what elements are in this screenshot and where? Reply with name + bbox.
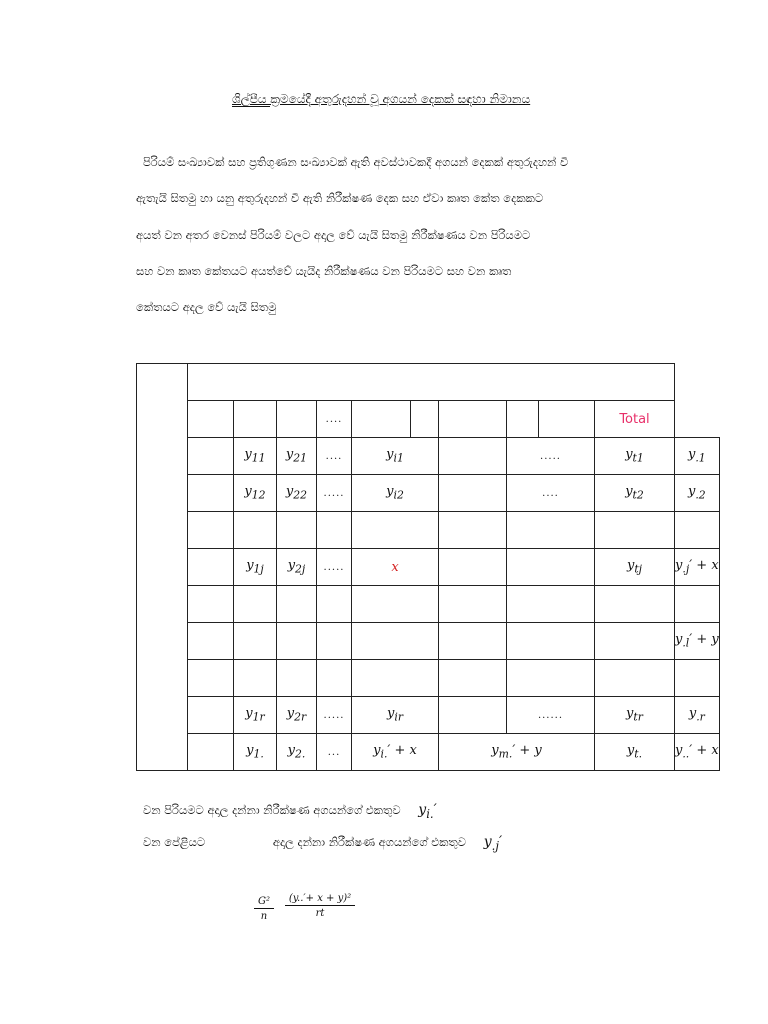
table-cell [507,623,595,660]
table-cell [507,586,595,623]
table-cell [188,401,234,438]
table-cell: .... [317,401,352,438]
total-header: Total [595,401,675,438]
table-row [137,660,720,697]
table-cell [439,475,507,512]
note-2-symbol: $y_{.j}'$ [483,834,503,853]
formula-left-numerator: G² [254,896,274,909]
table-cell [439,586,507,623]
table-row [137,438,720,475]
table-cell [507,512,595,549]
table-cell: $y_{1.}$ [234,734,277,771]
table-cell [507,549,595,586]
table-cell [277,586,317,623]
table-cell [277,660,317,697]
paragraph-line-3: අයත් වන අතර වෙනස් පිරියම් වලට අදාල වේ යැයි සිතමු නිරීක්ෂණය වන පිරියමට [136,228,531,242]
table-cell [675,512,720,549]
table-cell [439,697,507,734]
page-title: ශිල්පීය ක්‍රමයේදී අතුරුදහන් වූ අගයන් දෙකක් සඳහා නිමානය [232,92,531,106]
table-cell: $y_{t.}$ [595,734,675,771]
table-cell: ...... [507,697,595,734]
table-cell [439,549,507,586]
table-cell: $y_{11}$ [234,438,277,475]
table-cell: $y_{.2}$ [675,475,720,512]
table-cell [234,401,277,438]
table-cell [507,401,539,438]
table-cell: $y_{i2}$ [352,475,439,512]
table-cell [439,512,507,549]
table-cell [595,660,675,697]
table-cell: $y_{tj}$ [595,549,675,586]
table-cell [439,438,507,475]
table-cell: $y_{i1}$ [352,438,439,475]
table-cell [234,623,277,660]
table-cell: $y_{2j}$ [277,549,317,586]
table-cell: $y_{21}$ [277,438,317,475]
table-row [137,549,720,586]
table-cell: $y_{1r}$ [234,697,277,734]
table-row [137,586,720,623]
table-cell: $y_{12}$ [234,475,277,512]
data-table [136,363,720,771]
table-cell: $y_{.j}' + x$ [675,549,720,586]
table-cell [595,623,675,660]
table-cell [352,512,439,549]
table-row [137,512,720,549]
corner-cell [137,364,188,771]
table-cell: $y_{.l}' + y$ [675,623,720,660]
table-cell: $y_{tr}$ [595,697,675,734]
table-cell [595,586,675,623]
table-cell [234,660,277,697]
table-cell: ..... [507,438,595,475]
table-cell [188,438,234,475]
paragraph-line-5: කේතයට අදල වේ යැයි සිතමු [136,300,277,314]
note-1-text: වන පිරියමට අදාල දන්නා නිරීක්ෂණ අගයන්ගේ එකතුව [143,803,401,817]
formula-right-numerator: (y..′+ x + y)² [285,893,355,906]
table-cell: $y_{2r}$ [277,697,317,734]
note-line-1 [143,802,437,821]
note-2-prefix: වන පේළියට [143,835,206,849]
formula-correction-term [285,893,355,919]
table-cell [317,660,352,697]
table-cell: $y_{1j}$ [234,549,277,586]
note-1-symbol: $y_{i.}'$ [418,802,437,821]
table-cell [539,401,595,438]
table-cell: ... [317,734,352,771]
table-row [137,697,720,734]
missing-value-x: x [352,549,439,586]
table-cell: $y_{m.}' + y$ [439,734,595,771]
table-row [137,623,720,660]
table-cell [317,512,352,549]
table-cell [352,401,411,438]
paragraph-line-1: පිරියම් සංඛ්‍යාවක් සහ ප්‍රතිගුණන සංඛ්‍යාවක් ඇති අවස්ථාවකදී අගයන් දෙකක් අතුරුදහන් වී [143,155,569,169]
table-cell [188,549,234,586]
table-cell: ..... [317,697,352,734]
table-cell: $y_{t2}$ [595,475,675,512]
paragraph-line-4: සහ වන කෘත කේතයට අයත්වේ යැයිද නිරීක්ෂණය වන පිරියමට සහ වන කෘත [136,264,512,278]
table-cell [188,697,234,734]
table-cell [188,586,234,623]
table-cell [277,512,317,549]
table-cell [507,660,595,697]
table-cell [188,623,234,660]
table-cell [317,623,352,660]
table-cell [188,475,234,512]
table-row [137,401,720,438]
table-cell [188,512,234,549]
table-cell [675,586,720,623]
note-2-text: අදාල දන්නා නිරීක්ෂණ අගයන්ගේ එකතුව [272,835,467,849]
table-cell [439,623,507,660]
table-cell [675,660,720,697]
table-cell [277,401,317,438]
paragraph-line-2: ඇතැයි සිතමු හා යනු අතුරුදහන් වී ඇති නිරීක්ෂණ දෙක සහ ඒවා කෘත කේත දෙකකට [136,191,544,205]
table-cell: $y_{i.}' + x$ [352,734,439,771]
table-cell [595,512,675,549]
table-cell [439,660,507,697]
note-line-2 [143,834,502,853]
table-cell: .... [507,475,595,512]
header-merged-cell [188,364,675,401]
table-cell [234,512,277,549]
formula-right-denominator: rt [315,908,325,919]
table-cell: $y_{t1}$ [595,438,675,475]
table-cell: $y_{ir}$ [352,697,439,734]
table-cell [411,401,439,438]
table-cell: ..... [317,549,352,586]
table-row [137,734,720,771]
table-cell: .... [317,438,352,475]
table-cell: $y_{.r}$ [675,697,720,734]
table-row [137,475,720,512]
table-cell [317,586,352,623]
table-cell [352,586,439,623]
table-cell [352,623,439,660]
table-cell: $y_{..}' + x$ [675,734,720,771]
table-cell [277,623,317,660]
table-cell [234,586,277,623]
table-cell [188,734,234,771]
formula-left-denominator: n [260,911,268,922]
table-cell: $y_{2.}$ [277,734,317,771]
formula-g-squared-over-n [254,896,274,922]
table-cell [439,401,507,438]
table-cell: $y_{.1}$ [675,438,720,475]
table-cell [352,660,439,697]
table-cell: $y_{22}$ [277,475,317,512]
table-cell [188,660,234,697]
table-cell: ..... [317,475,352,512]
